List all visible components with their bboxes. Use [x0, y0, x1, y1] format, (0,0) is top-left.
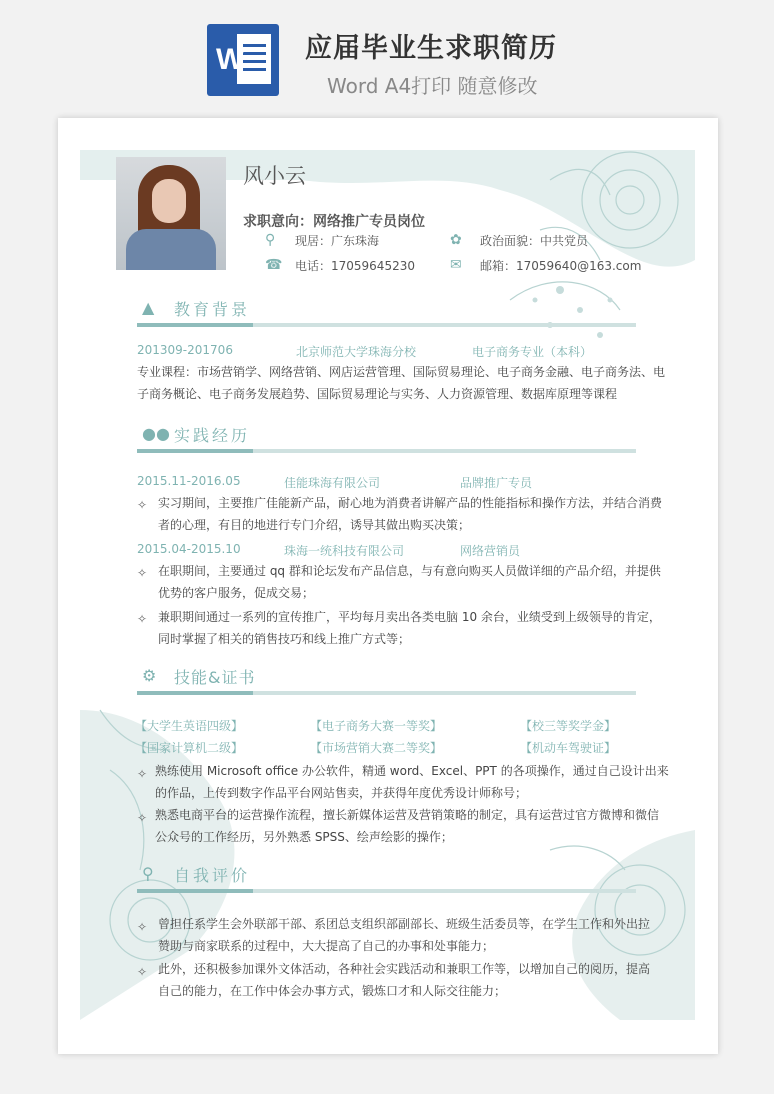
edu-courses-line2: 子商务概论、电子商务发展趋势、国际贸易理论与实务、人力资源管理、数据库原理等课程 — [137, 387, 618, 401]
cert-item: 【电子商务大赛一等奖】 — [310, 719, 443, 733]
email-text: 邮箱：17059640@163.com — [480, 259, 642, 273]
job-item-line: 优势的客户服务，促成交易； — [158, 586, 315, 600]
search-icon: ⚲ — [142, 864, 154, 883]
job-intent: 求职意向：网络推广专员岗位 — [243, 214, 425, 230]
candidate-name: 风小云 — [243, 164, 306, 188]
edu-major: 电子商务专业（本科） — [472, 345, 593, 359]
bullet-icon: ✧ — [137, 920, 148, 934]
section-skills — [137, 662, 636, 696]
section-divider — [137, 449, 636, 453]
section-divider — [137, 323, 636, 327]
cert-item: 【市场营销大赛二等奖】 — [310, 741, 443, 755]
phone-icon: ☎ — [265, 257, 283, 273]
job-item-line: 实习期间，主要推广佳能新产品，耐心地为消费者讲解产品的性能指标和操作方法，并结合消费 — [158, 496, 663, 510]
edu-period: 201309-201706 — [137, 343, 233, 357]
location-pin-icon: ⚲ — [265, 232, 276, 248]
cert-item: 【机动车驾驶证】 — [520, 741, 617, 755]
bullet-icon: ✧ — [137, 965, 148, 979]
eval-item-line: 自己的能力，在工作中体会办事方式，锻炼口才和人际交往能力； — [158, 984, 507, 998]
graduation-cap-icon: ▲ — [142, 298, 155, 317]
job-period: 2015.11-2016.05 — [137, 474, 241, 488]
bullet-icon: ✧ — [137, 767, 148, 781]
skill-item-line: 的作品，上传到数字作品平台网站售卖，并获得年度优秀设计师称号； — [155, 786, 528, 800]
phone-info — [265, 257, 415, 274]
job-item-line: 兼职期间通过一系列的宣传推广，平均每月卖出各类电脑 10 余台，业绩受到上级领导的肯定， — [158, 610, 661, 624]
gear-icon: ⚙ — [142, 666, 157, 685]
politics-text: 政治面貌：中共党员 — [480, 234, 589, 248]
people-icon: ●● — [142, 424, 170, 443]
leaf-icon: ✿ — [450, 232, 462, 248]
section-title: 自我评价 — [174, 866, 251, 885]
job-company: 佳能珠海有限公司 — [284, 476, 381, 490]
page-title: 应届毕业生求职简历 — [305, 33, 557, 64]
word-icon: W — [207, 24, 279, 96]
job-company: 珠海一统科技有限公司 — [284, 544, 405, 558]
bullet-icon: ✧ — [137, 566, 148, 580]
bullet-icon: ✧ — [137, 498, 148, 512]
section-education — [137, 294, 636, 328]
job-item-line: 同时掌握了相关的销售技巧和线上推广方式等； — [158, 632, 411, 646]
skill-item-line: 熟悉电商平台的运营操作流程，擅长新媒体运营及营销策略的制定，具有运营过官方微博和微信 — [155, 808, 660, 822]
bullet-icon: ✧ — [137, 811, 148, 825]
location-info — [265, 232, 380, 249]
job-item-line: 在职期间，主要通过 qq 群和论坛发布产品信息，与有意向购买人员做详细的产品介绍，并提供 — [158, 564, 661, 578]
section-divider — [137, 889, 636, 893]
politics-info — [450, 232, 589, 249]
job-period: 2015.04-2015.10 — [137, 542, 241, 556]
email-info — [450, 257, 642, 274]
section-self-eval — [137, 860, 636, 894]
envelope-icon: ✉ — [450, 257, 462, 273]
page-subtitle: Word A4打印 随意修改 — [327, 74, 538, 98]
phone-text: 电话：17059645230 — [295, 259, 415, 273]
skill-item-line: 公众号的工作经历，另外熟悉 SPSS、绘声绘影的操作； — [155, 830, 453, 844]
section-title: 技能&证书 — [174, 668, 256, 687]
bullet-icon: ✧ — [137, 612, 148, 626]
edu-school: 北京师范大学珠海分校 — [296, 345, 417, 359]
section-title: 实践经历 — [174, 426, 251, 445]
eval-item-line: 赞助与商家联系的过程中，大大提高了自己的办事和处事能力； — [158, 939, 495, 953]
cert-item: 【校三等奖学金】 — [520, 719, 617, 733]
cert-item: 【国家计算机二级】 — [135, 741, 244, 755]
section-title: 教育背景 — [174, 300, 251, 319]
location-text: 现居：广东珠海 — [295, 234, 380, 248]
cert-item: 【大学生英语四级】 — [135, 719, 244, 733]
job-role: 品牌推广专员 — [460, 476, 533, 490]
section-divider — [137, 691, 636, 695]
section-practice — [137, 420, 636, 454]
edu-courses-line1: 专业课程：市场营销学、网络营销、网店运营管理、国际贸易理论、电子商务金融、电子商务法、电 — [137, 365, 666, 379]
profile-photo — [116, 157, 226, 270]
eval-item-line: 此外，还积极参加课外文体活动，各种社会实践活动和兼职工作等，以增加自己的阅历，提高 — [158, 962, 651, 976]
job-role: 网络营销员 — [460, 544, 521, 558]
page-header — [0, 0, 774, 118]
eval-item-line: 曾担任系学生会外联部干部、系团总支组织部副部长、班级生活委员等，在学生工作和外出拉 — [158, 917, 651, 931]
skill-item-line: 熟练使用 Microsoft office 办公软件，精通 word、Excel、PPT 的各项操作，通过自己设计出来 — [155, 764, 669, 778]
job-item-line: 者的心理，有目的地进行专门介绍，诱导其做出购买决策； — [158, 518, 471, 532]
